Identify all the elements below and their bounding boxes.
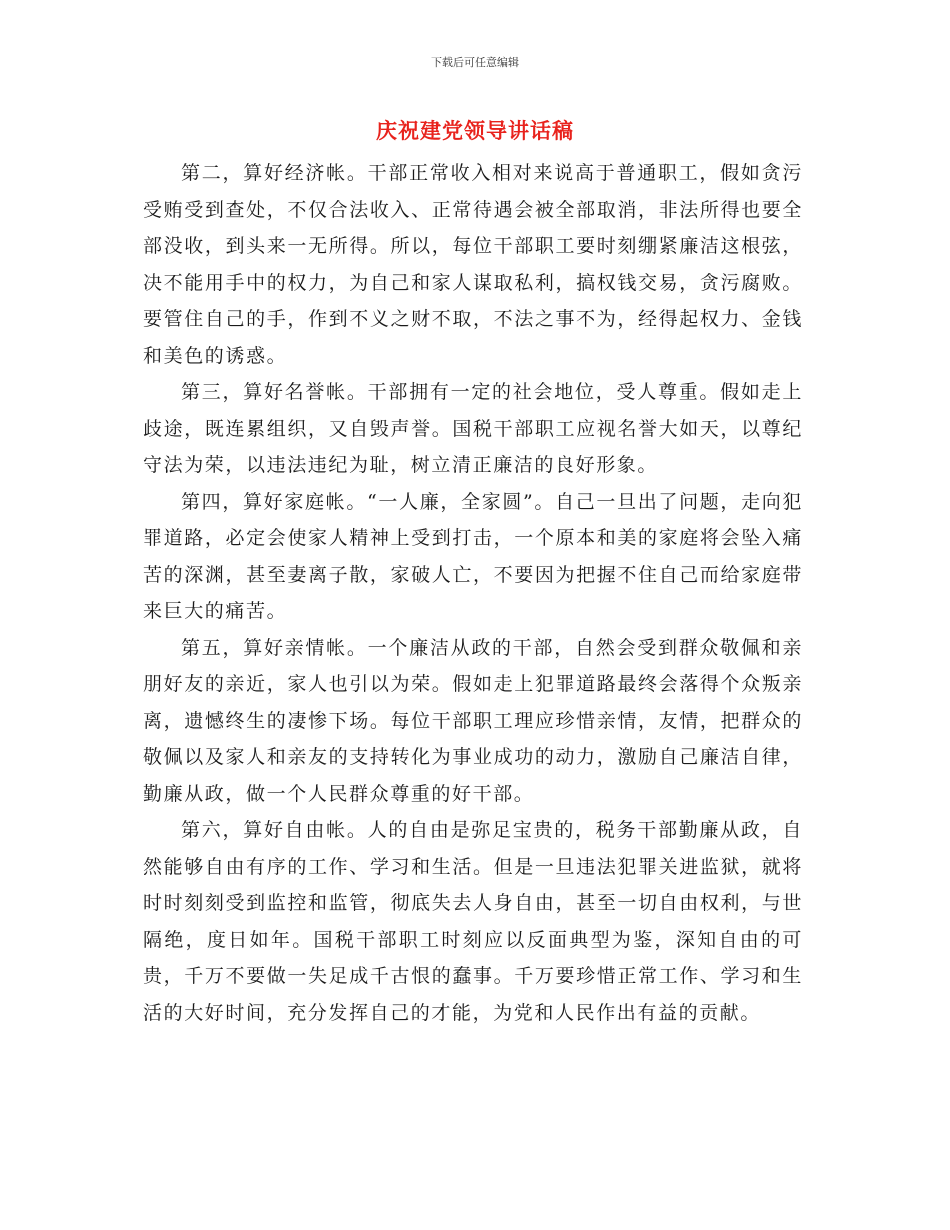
header-note: 下载后可任意编辑 (431, 56, 519, 69)
paragraph-family-account: 第四，算好家庭帐。“一人廉，全家圆”。自己一旦出了问题，走向犯罪道路，必定会使家人精神上受到打击，一个原本和美的家庭将会坠入痛苦的深渊，甚至妻离子散，家破人亡，不要因为把握不住自己而给家庭带来巨大的痛苦。 (143, 490, 803, 622)
paragraph-reputation-account: 第三，算好名誉帐。干部拥有一定的社会地位，受人尊重。假如走上歧途，既连累组织，又自毁声誉。国税干部职工应视名誉大如天，以尊纪守法为荣，以违法违纪为耻，树立清正廉洁的良好形象。 (143, 381, 803, 476)
paragraph-kinship-account: 第五，算好亲情帐。一个廉洁从政的干部，自然会受到群众敬佩和亲朋好友的亲近，家人也引以为荣。假如走上犯罪道路最终会落得个众叛亲离，遗憾终生的凄惨下场。每位干部职工理应珍惜亲情，友情，把群众的敬佩以及家人和亲友的支持转化为事业成功的动力，激励自己廉洁自律，勤廉从政，做一个人民群众尊重的好干部。 (143, 636, 803, 805)
paragraph-economic-account: 第二，算好经济帐。干部正常收入相对来说高于普通职工，假如贪污受贿受到查处，不仅合法收入、正常待遇会被全部取消，非法所得也要全部没收，到头来一无所得。所以，每位干部职工要时刻绷紧廉洁这根弦，决不能用手中的权力，为自己和家人谋取私利，搞权钱交易，贪污腐败。要管住自己的手，作到不义之财不取，不法之事不为，经得起权力、金钱和美色的诱惑。 (143, 162, 803, 367)
document-body (143, 155, 803, 1031)
paragraph-freedom-account: 第六，算好自由帐。人的自由是弥足宝贵的，税务干部勤廉从政，自然能够自由有序的工作、学习和生活。但是一旦违法犯罪关进监狱，就将时时刻刻受到监控和监管，彻底失去人身自由，甚至一切自由权利，与世隔绝，度日如年。国税干部职工时刻应以反面典型为鉴，深知自由的可贵，千万不要做一失足成千古恨的蠢事。千万要珍惜正常工作、学习和生活的大好时间，充分发挥自己的才能，为党和人民作出有益的贡献。 (143, 819, 803, 1024)
document-title: 庆祝建党领导讲话稿 (376, 119, 574, 143)
